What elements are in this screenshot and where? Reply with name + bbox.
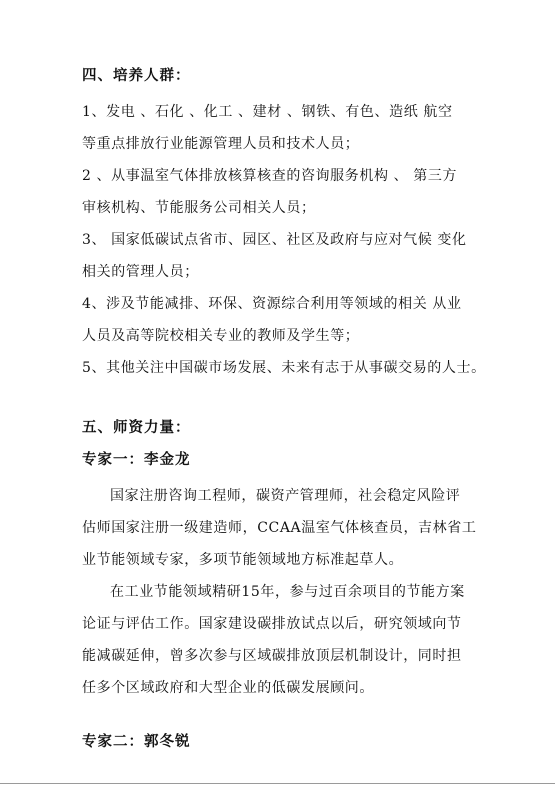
paragraph-line: 在工业节能领域精研15年，参与过百余项目的节能方案 [110, 584, 465, 600]
list-item-line: 人员及高等院校相关专业的教师及学生等； [82, 328, 360, 344]
list-item [82, 224, 495, 288]
list-item-line: 等重点排放行业能源管理人员和技术人员； [82, 136, 360, 152]
expert-2-heading: 专家二：郭冬锐 [82, 734, 191, 750]
list-item-line: 5、其他关注中国碳市场发展、未来有志于从事碳交易的人士。 [82, 360, 486, 376]
expert-1-bio-paragraph [82, 480, 495, 576]
expert-1-experience-paragraph [82, 576, 495, 704]
paragraph-line: 业节能领域专家，多项节能领域地方标准起草人。 [82, 552, 404, 568]
list-item [82, 288, 495, 352]
list-item-line: 审核机构、节能服务公司相关人员； [82, 200, 316, 216]
list-item [82, 96, 495, 160]
list-item [82, 352, 495, 384]
page-bottom-divider [0, 783, 555, 784]
paragraph-line: 能减碳延伸，曾多次参与区域碳排放顶层机制设计，同时担 [82, 648, 462, 664]
list-item-line: 4、涉及节能减排、环保、资源综合利用等领域的相关 从业 [82, 296, 462, 312]
section-5-heading: 五、师资力量： [82, 420, 191, 436]
paragraph-line: 估师国家注册一级建造师，CCAA温室气体核查员，吉林省工 [82, 520, 477, 536]
list-item-line: 2 、从事温室气体排放核算核查的咨询服务机构 、 第三方 [82, 168, 458, 184]
section-4-heading: 四、培养人群： [82, 68, 191, 84]
paragraph-line: 论证与评估工作。国家建设碳排放试点以后，研究领域向节 [82, 616, 462, 632]
expert-1-heading: 专家一：李金龙 [82, 452, 191, 468]
list-item-line: 相关的管理人员； [82, 264, 199, 280]
paragraph-line: 国家注册咨询工程师，碳资产管理师，社会稳定风险评 [110, 488, 461, 504]
list-item [82, 160, 495, 224]
list-item-line: 1、发电 、石化 、化工 、建材 、钢铁、有色、造纸 航空 [82, 104, 453, 120]
paragraph-line: 任多个区域政府和大型企业的低碳发展顾问。 [82, 680, 374, 696]
list-item-line: 3、 国家低碳试点省市、园区、社区及政府与应对气候 变化 [82, 232, 467, 248]
